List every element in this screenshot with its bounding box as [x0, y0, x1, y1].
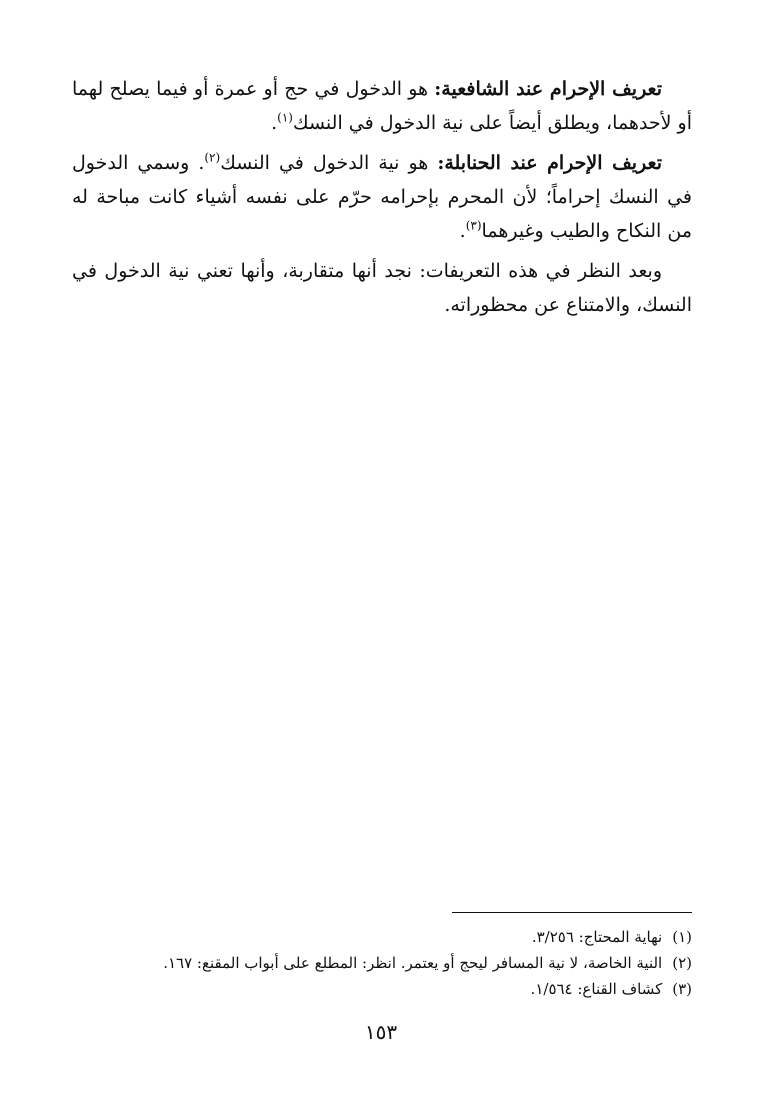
- paragraph-shafii-definition: [72, 72, 692, 140]
- shafii-definition-heading: تعريف الإحرام عند الشافعية:: [434, 78, 663, 100]
- footnote-number: (١): [672, 928, 692, 946]
- footnote-3: [60, 976, 692, 1002]
- footnote-reference-3: (٣): [465, 218, 482, 233]
- hanbali-definition-continuation: . وسمي الدخول في النسك إحراماً؛ لأن المحرم بإحرامه حرّم على نفسه أشياء كانت مباحة له من النكاح والطيب وغيرهما: [72, 152, 692, 242]
- footnote-text: كشاف القناع: ١/٥٦٤.: [530, 980, 663, 998]
- hanbali-definition-end: .: [459, 220, 466, 242]
- hanbali-definition-text: هو نية الدخول في النسك: [220, 152, 438, 174]
- footnotes: [60, 924, 692, 1002]
- page-number: ١٥٣: [364, 1020, 398, 1044]
- footnote-reference-1: (١): [277, 110, 293, 125]
- footnote-1: [60, 924, 692, 950]
- footnote-divider: [452, 912, 692, 913]
- shafii-definition-end: .: [271, 112, 278, 134]
- footnote-text: النية الخاصة، لا نية المسافر ليحج أو يعتمر. انظر: المطلع على أبواب المقنع: ١٦٧.: [163, 954, 663, 972]
- footnote-number: (٢): [672, 954, 692, 972]
- paragraph-conclusion: [72, 254, 692, 322]
- hanbali-definition-heading: تعريف الإحرام عند الحنابلة:: [437, 152, 662, 174]
- conclusion-text: وبعد النظر في هذه التعريفات: نجد أنها متقاربة، وأنها تعني نية الدخول في النسك، والامتناع عن محظوراته.: [72, 260, 692, 316]
- paragraph-hanbali-definition: [72, 146, 692, 248]
- footnote-number: (٣): [672, 980, 692, 998]
- shafii-definition-text: هو الدخول في حج أو عمرة أو فيما يصلح لهما أو لأحدهما، ويطلق أيضاً على نية الدخول في النسك: [72, 78, 692, 134]
- footnote-2: [60, 950, 692, 976]
- footnote-reference-2: (٢): [204, 150, 221, 165]
- main-text: [72, 72, 692, 328]
- footnote-text: نهاية المحتاج: ٣/٢٥٦.: [531, 928, 663, 946]
